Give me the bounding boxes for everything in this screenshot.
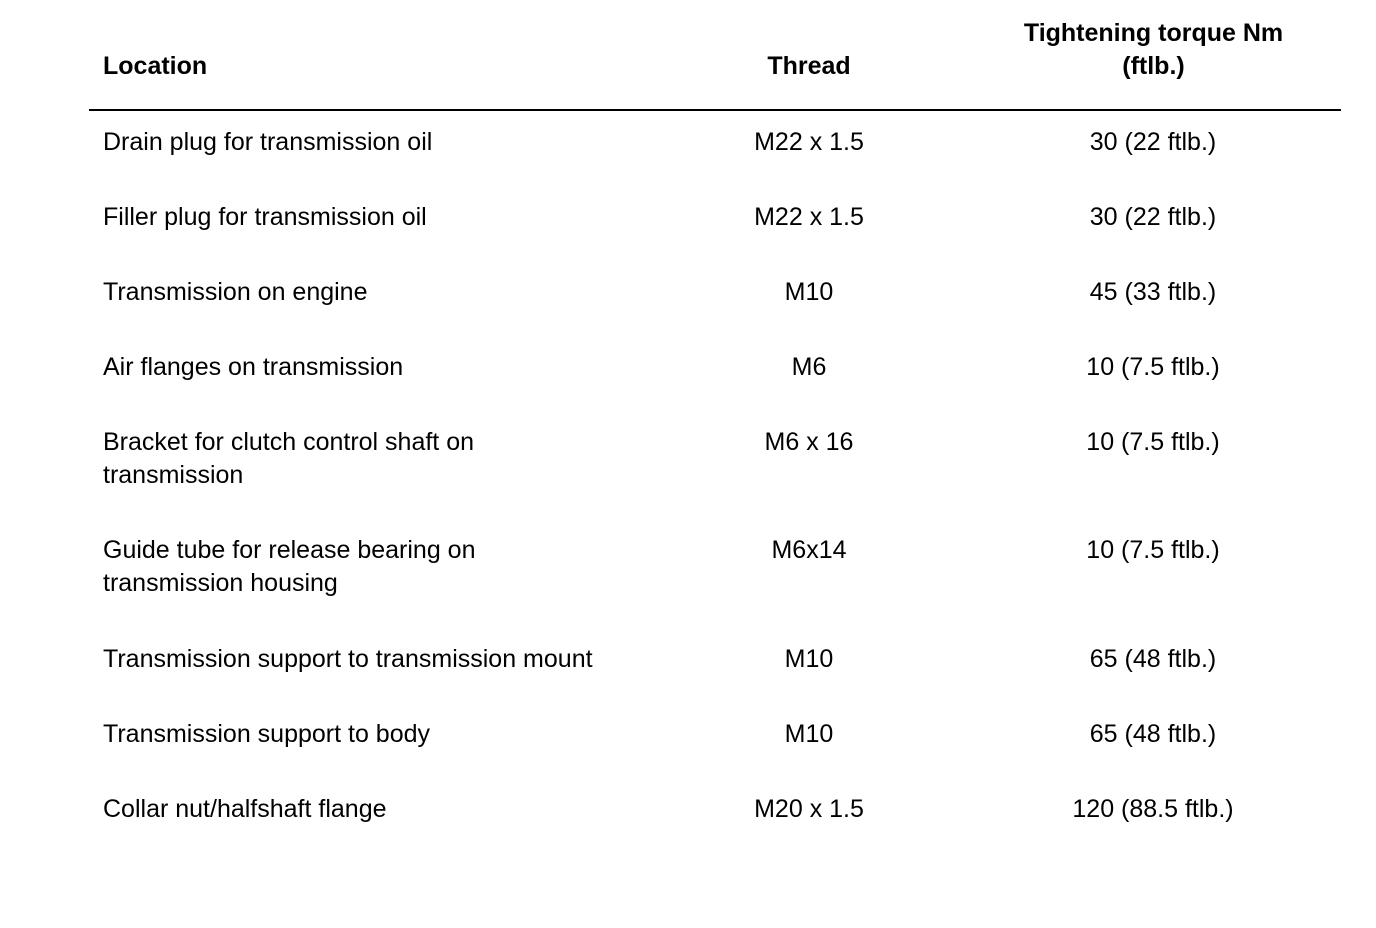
location-cell	[103, 276, 663, 309]
location-line1: Filler plug for transmission oil	[103, 203, 427, 231]
location-line2: transmission housing	[103, 569, 338, 597]
location-cell	[103, 426, 663, 492]
location-line2: transmission	[103, 461, 244, 489]
header-torque-line1: Tightening torque Nm	[1023, 19, 1284, 47]
thread-cell: M6x14	[771, 536, 847, 564]
table-row	[0, 351, 1376, 384]
location-line1: Drain plug for transmission oil	[103, 128, 433, 156]
table-row	[0, 718, 1376, 751]
torque-cell: 30 (22 ftlb.)	[1089, 128, 1217, 156]
torque-cell: 120 (88.5 ftlb.)	[1072, 795, 1234, 823]
thread-cell: M6 x 16	[764, 428, 854, 456]
location-line1: Transmission support to transmission mount	[103, 645, 593, 673]
torque-cell: 10 (7.5 ftlb.)	[1086, 428, 1220, 456]
torque-cell: 10 (7.5 ftlb.)	[1086, 536, 1220, 564]
location-cell	[103, 718, 663, 751]
header-thread: Thread	[767, 52, 851, 80]
location-line1: Bracket for clutch control shaft on	[103, 428, 475, 456]
table-row	[0, 276, 1376, 309]
location-cell	[103, 351, 663, 384]
thread-cell: M22 x 1.5	[754, 203, 864, 231]
header-torque	[996, 17, 1311, 83]
thread-cell: M10	[784, 645, 834, 673]
torque-cell: 30 (22 ftlb.)	[1089, 203, 1217, 231]
table-row	[0, 126, 1376, 159]
table-row	[0, 426, 1376, 489]
location-line1: Guide tube for release bearing on	[103, 536, 476, 564]
location-line1: Transmission on engine	[103, 278, 368, 306]
thread-cell: M10	[784, 278, 834, 306]
location-line1: Collar nut/halfshaft flange	[103, 795, 387, 823]
table-row	[0, 643, 1376, 676]
location-cell	[103, 643, 663, 676]
table-row	[0, 793, 1376, 826]
location-cell	[103, 534, 663, 600]
location-cell	[103, 201, 663, 234]
torque-cell: 10 (7.5 ftlb.)	[1086, 353, 1220, 381]
thread-cell: M22 x 1.5	[754, 128, 864, 156]
header-location: Location	[103, 52, 208, 80]
location-cell	[103, 793, 663, 826]
table-row	[0, 534, 1376, 597]
header-torque-line2: (ftlb.)	[1122, 52, 1185, 80]
location-cell	[103, 126, 663, 159]
location-line1: Air flanges on transmission	[103, 353, 404, 381]
torque-cell: 65 (48 ftlb.)	[1089, 720, 1217, 748]
table-row	[0, 201, 1376, 234]
thread-cell: M10	[784, 720, 834, 748]
thread-cell: M20 x 1.5	[754, 795, 864, 823]
location-line1: Transmission support to body	[103, 720, 431, 748]
thread-cell: M6	[791, 353, 827, 381]
torque-cell: 65 (48 ftlb.)	[1089, 645, 1217, 673]
torque-cell: 45 (33 ftlb.)	[1089, 278, 1217, 306]
header-divider	[89, 109, 1341, 111]
